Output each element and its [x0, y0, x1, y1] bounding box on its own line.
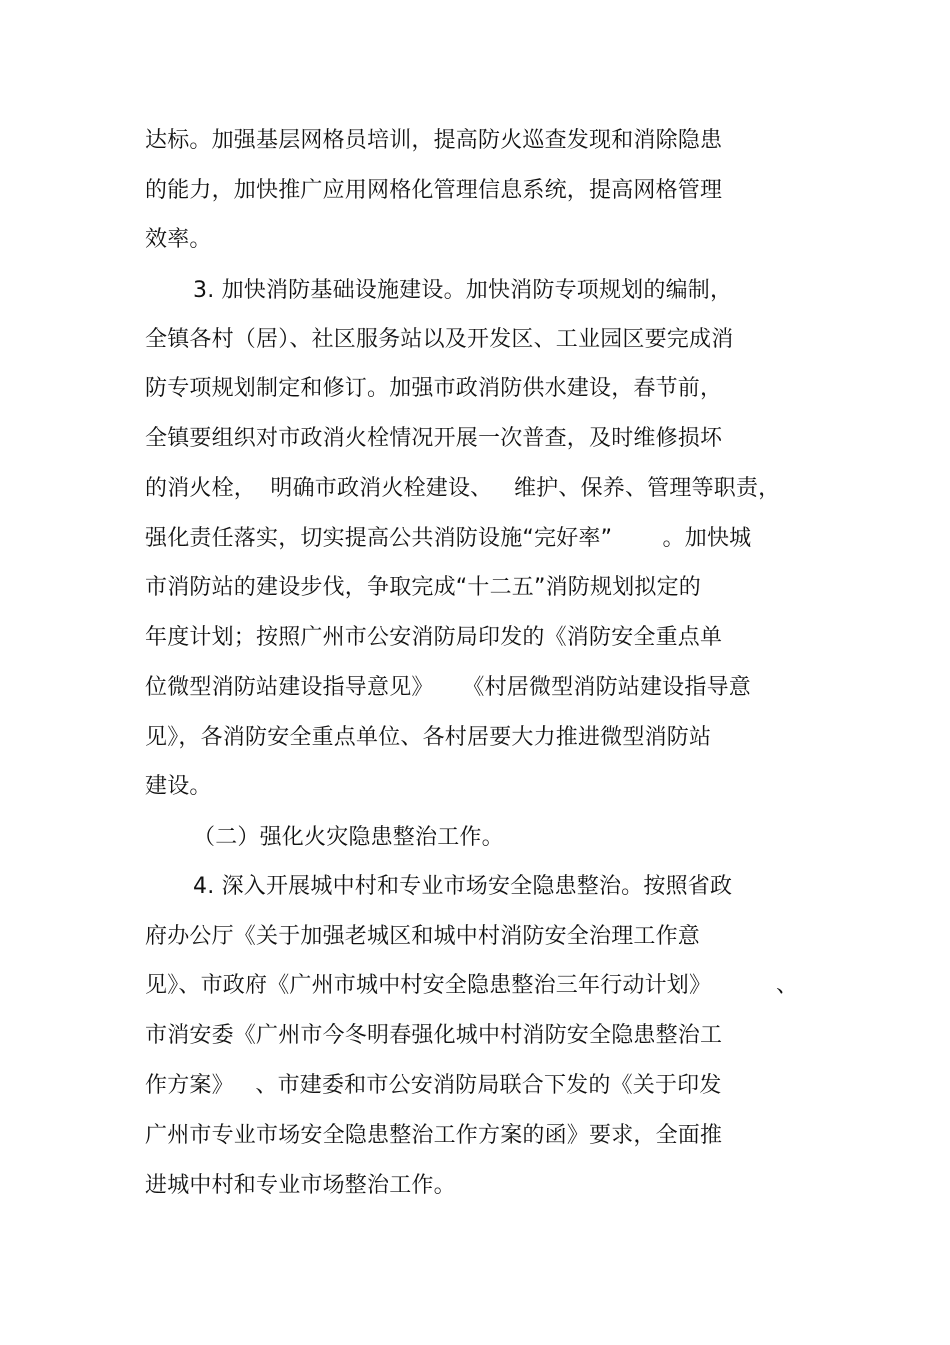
text-line: 市消防站的建设步伐，争取完成“十二五”消防规划拟定的: [145, 575, 701, 600]
text-line: 的消火栓， 明确市政消火栓建设、 维护、保养、管理等职责，: [145, 476, 781, 501]
text-line: 强化责任落实，切实提高公共消防设施“完好率” 。加快城: [145, 526, 752, 551]
text-line: 达标。加强基层网格员培训，提高防火巡查发现和消除隐患: [145, 128, 723, 153]
text-line: 效率。: [145, 227, 212, 252]
text-line: 全镇各村（居）、社区服务站以及开发区、工业园区要完成消: [145, 327, 734, 352]
text-line: 广州市专业市场安全隐患整治工作方案的函》要求，全面推: [145, 1123, 723, 1148]
text-line: 府办公厅《关于加强老城区和城中村消防安全治理工作意: [145, 924, 701, 949]
text-line: 见》、市政府《广州市城中村安全隐患整治三年行动计划》 、: [145, 973, 799, 998]
text-line: 位微型消防站建设指导意见》 《村居微型消防站建设指导意: [145, 675, 751, 700]
text-line: 全镇要组织对市政消火栓情况开展一次普查，及时维修损坏: [145, 426, 723, 451]
text-line: 4. 深入开展城中村和专业市场安全隐患整治。按照省政: [193, 874, 733, 899]
text-line: 见》，各消防安全重点单位、各村居要大力推进微型消防站: [145, 725, 712, 750]
text-line: 的能力，加快推广应用网格化管理信息系统，提高网格管理: [145, 178, 723, 203]
section-heading: （二）强化火灾隐患整治工作。: [193, 825, 504, 850]
text-line: 作方案》 、市建委和市公安消防局联合下发的《关于印发: [145, 1073, 722, 1098]
text-line: 防专项规划制定和修订。加强市政消防供水建设，春节前，: [145, 376, 723, 401]
text-line: 3. 加快消防基础设施建设。加快消防专项规划的编制，: [193, 278, 733, 303]
text-line: 市消安委《广州市今冬明春强化城中村消防安全隐患整治工: [145, 1023, 723, 1048]
text-line: 年度计划；按照广州市公安消防局印发的《消防安全重点单: [145, 625, 723, 650]
text-line: 进城中村和专业市场整治工作。: [145, 1173, 456, 1198]
text-line: 建设。: [145, 774, 212, 799]
